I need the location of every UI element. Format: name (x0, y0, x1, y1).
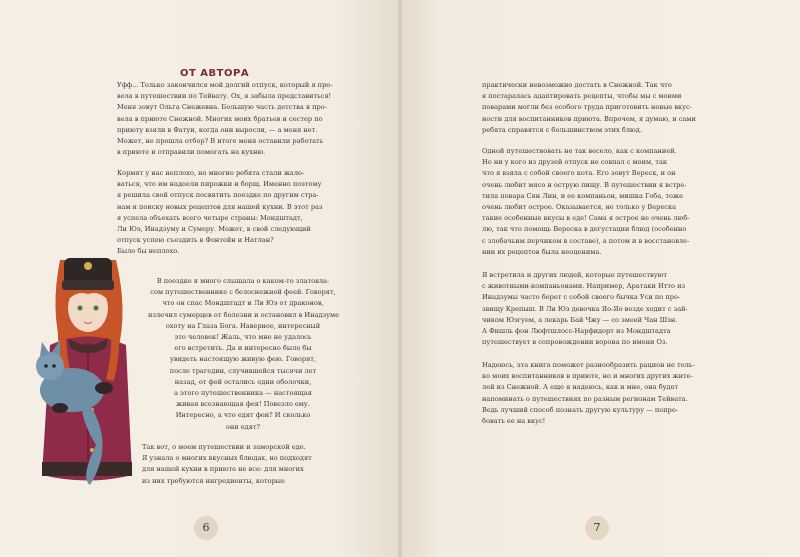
text-line: практически невозможно достать в Снежной. Так что (482, 81, 672, 89)
text-line: лей из Снежной. А еще я надеюсь, как и мне, она будет (482, 383, 679, 392)
text-line: сом путешественнике с белоснежной феей. Говорят, (150, 288, 336, 297)
left-paragraph-4 (142, 442, 312, 487)
text-line: Так вот, о моем путешествии и заморской еде. (142, 443, 306, 451)
text-line: я успела объехать всего четыре страны: Мондштадт, (117, 213, 303, 222)
text-line: ности для воспитанников приюта. Впрочем, я думаю, и сами (482, 114, 696, 123)
text-line: Интересно, а что едят феи? И сколько (175, 411, 311, 420)
text-line: Одной путешествовать не так весело, как с компанией. (482, 147, 677, 155)
text-line: живая всезнающая фея! Повезло ему. (176, 400, 310, 409)
text-line: отпуск успею съездить в Фонтейн и Натлан? (117, 236, 274, 245)
text-line: Уфф... Только закончился мой долгий отпуск, который я про- (117, 81, 333, 89)
text-line: Но ни у кого из друзей отпуск не совпал с моим, так (482, 158, 668, 167)
text-line: из них требуются ингредиенты, которые (142, 476, 285, 485)
text-line: после трагедии, случившейся тысячи лет (169, 366, 317, 375)
text-line: Ли Юэ, Инадзуму и Сумеру. Может, в свой следующий (117, 225, 311, 234)
right-paragraph-3 (482, 270, 688, 348)
text-line: Надеюсь, эта книга поможет разнообразить рацион не толь- (482, 361, 695, 369)
text-line: Меня зовут Ольга Снежевна. Большую часть детства я про- (117, 103, 327, 112)
text-line: нии их рецептов была неоценима. (482, 247, 602, 256)
text-line: излечил сумерцев от болезни и остановил в Инадзуме (148, 310, 340, 319)
text-line: лю, так что помощь Вереска в дегустации блюд (особенно (482, 225, 687, 234)
text-line: В поездке я много слышала о каком-то златовла- (156, 277, 330, 285)
text-line: Я узнала о многих вкусных блюдах, но подходят (142, 454, 312, 463)
text-line: такие особенные вкусы в еде! Сама я острое не очень люб- (482, 214, 690, 223)
text-line: Ведь лучший способ познать другую культуру — попро- (482, 405, 679, 414)
text-line: для нашей кухни в приюте не все: для многих (142, 465, 304, 474)
right-page (402, 0, 800, 557)
text-line: А Фишль фон Люфтшлосс-Нарфидорт из Мондштадта (482, 327, 671, 336)
text-line: что я взяла с собой своего кота. Его зовут Вереск, и он (482, 169, 676, 178)
left-page (0, 0, 398, 557)
right-paragraph-2 (482, 146, 690, 258)
girl-with-cat-illustration (20, 230, 150, 500)
text-line: Я встретила и других людей, которые путешествуют (482, 271, 668, 279)
text-line: с злобачьим перчиком в составе), а потом и в восстановле- (482, 236, 690, 245)
text-line: чиком Юэгуем, а лекарь Бай Чжу — со змеей Чан Шэн. (482, 315, 678, 324)
text-line: вела в приюте Снежной. Многих моих братьев и сестер по (117, 114, 323, 123)
text-line: увидеть настоящую живую фею. Говорят, (170, 355, 316, 364)
text-line: в приюте и отправили помогать на кухню. (117, 148, 266, 157)
text-line: они едят? (225, 422, 261, 431)
left-paragraph-1 (117, 80, 333, 158)
text-line: это человек! Жаль, что мне не удалось (174, 333, 312, 342)
text-line: напоминать о путешествиях по разным регионам Тейвата. (482, 394, 688, 403)
text-line: очень любит остроe. Оказывается, не только у Вереска (482, 203, 677, 212)
text-line: звищу Крепыш. В Ли Юэ девочка Яо-Яо везде ходит с зай- (482, 304, 688, 313)
right-paragraph-4 (482, 360, 695, 427)
text-line: ребята справятся с большинством этих блюд. (482, 125, 642, 134)
text-line: очень любит мясо и острую пищу. В путешествии я встре- (482, 180, 687, 189)
page-number-right: 7 (585, 516, 609, 540)
text-line: Было бы неплохо. (117, 247, 180, 256)
text-line: охоту на Глаза Бога. Наверное, интересный (165, 321, 321, 330)
right-paragraph-1 (482, 80, 696, 136)
text-line: я постаралась адаптировать рецепты, чтобы мы с моими (482, 92, 682, 101)
text-line: ваться, что им надоели пирожки и борщ. Именно поэтому (117, 180, 322, 189)
text-line: нам и поиску новых рецептов для нашей кухни. В этот раз (117, 202, 323, 211)
text-line: что он спас Мондштадт и Ли Юэ от драконов, (162, 299, 324, 308)
text-line: путешествует в сопровождении ворона по имени Оз. (482, 338, 668, 347)
text-line: а этого путешественника — настоящая (174, 389, 312, 398)
text-line: назад, от фей остались одни оболочки, (174, 377, 312, 386)
page-number-left: 6 (194, 516, 218, 540)
text-line: я решила свой отпуск посвятить поездке по другим стра- (117, 191, 319, 200)
text-line: его встретить. Да и интересно было бы (174, 344, 312, 353)
text-line: с животными-компаньонами. Например, Аратаки Итто из (482, 282, 686, 291)
text-line: Кормят у нас неплохо, но многие ребята стали жало- (117, 169, 305, 177)
text-line: поварами могли без особого труда приготовить новые вкус- (482, 103, 692, 112)
section-heading: ОТ АВТОРА (180, 68, 250, 79)
text-line: бовать ее на вкус! (482, 417, 546, 426)
text-line: Может, не прошла отбор? В итоге меня оставили работать (117, 137, 324, 146)
text-line: тила повара Сян Лин, и ее компаньон, мишка Гоба, тоже (482, 191, 683, 200)
text-line: ко моих воспитанников в приюте, но и многих других жите- (482, 372, 693, 381)
text-line: Инадзумы часто берет с собой своего бычка Уси по про- (482, 293, 681, 302)
text-line: приюту взяли в Фатуи, когда они выросли, — а меня нет. (117, 125, 318, 134)
text-line: вела в путешествии по Тейвату. Ох, я забыла представиться! (117, 92, 332, 101)
left-paragraph-3 (148, 276, 338, 433)
